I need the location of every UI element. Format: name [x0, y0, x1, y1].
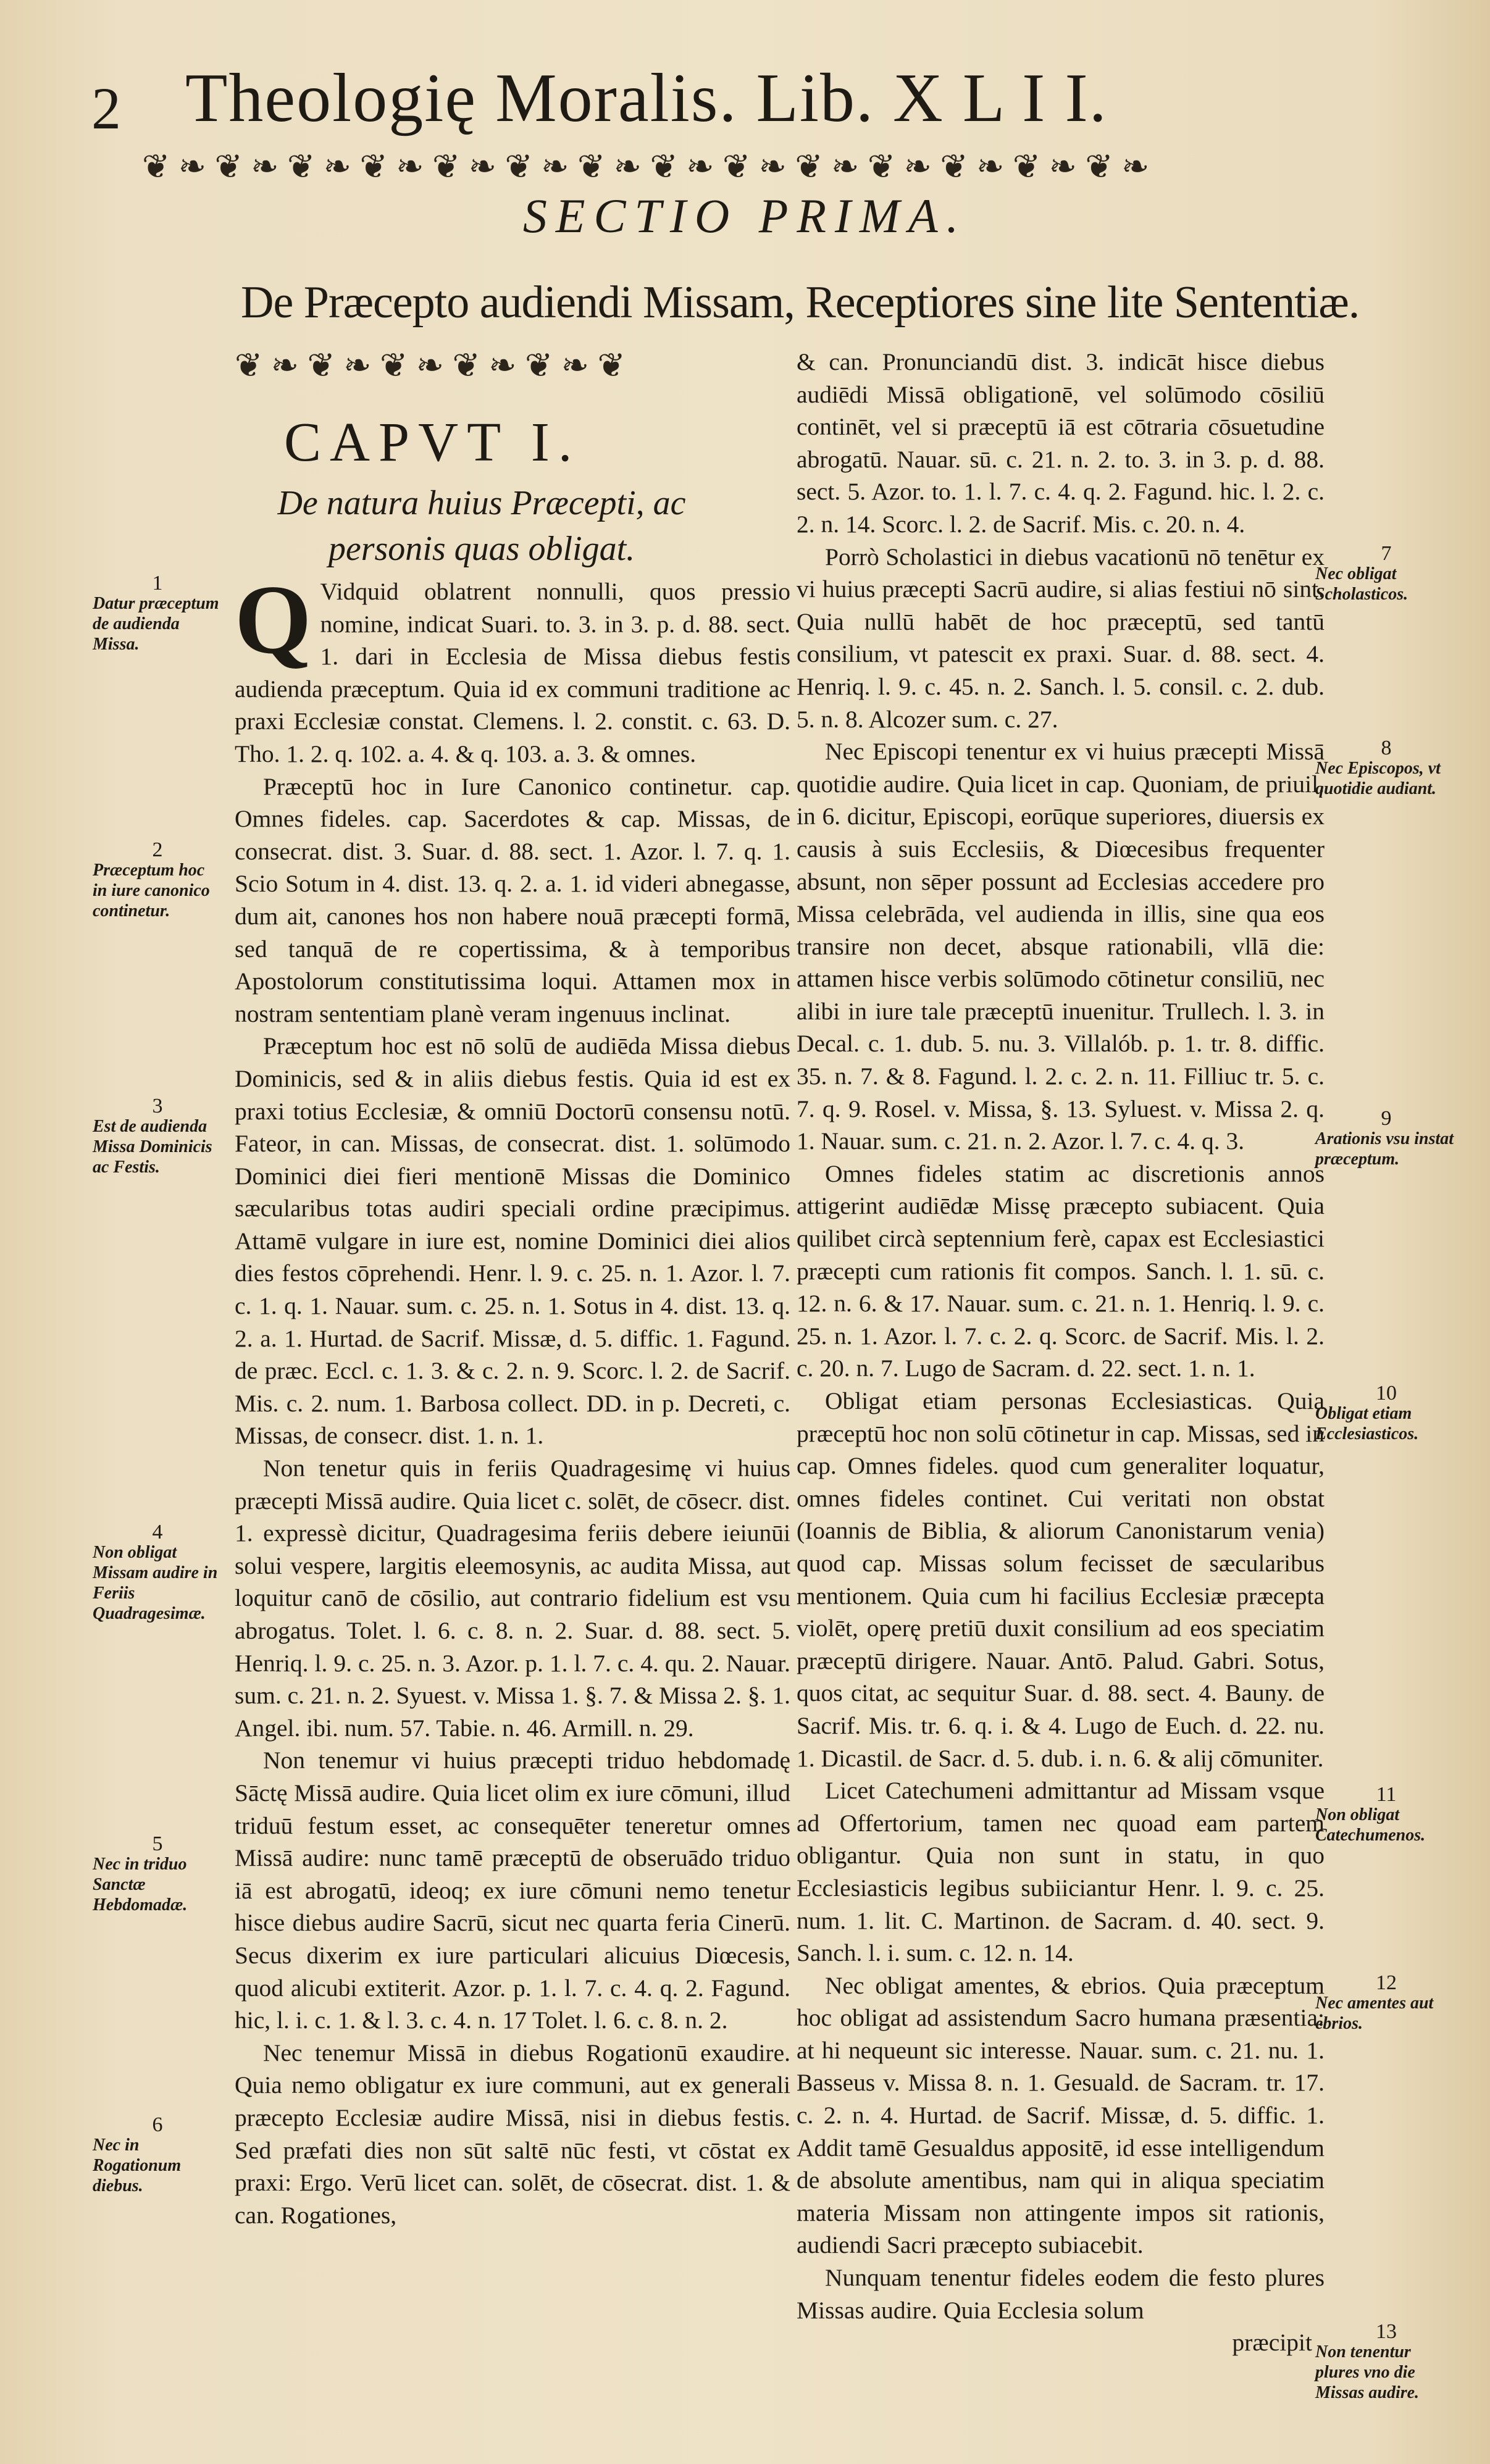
margin-note-text: Est de audienda Missa Dominicis ac Festis. [93, 1117, 212, 1177]
margin-note-text: Non obligat Catechumenos. [1315, 1805, 1426, 1845]
paragraph-9: Omnes fideles statim ac discretionis annos attigerint audiēdæ Missę præcepto subiacent. Quia quilibet circà septennium ferè, capax est Ecclesiastici præcepti cum rationis fit compos. Sanch. l. 1. sū. c. 12. n. 6. & 17. Nauar. sum. c. 21. n. 1. Henriq. l. 9. c. 25. n. 1. Azor. l. 7. c. 2. q. Scorc. de Sacrif. Mis. l. 2. c. 20. n. 7. Lugo de Sacram. d. 22. sect. 1. n. 1. [797, 1159, 1325, 1382]
section-ornament: ❦ ❧ ❦ ❧ ❦ ❧ ❦ ❧ ❦ ❧ ❦ [235, 347, 626, 384]
margin-note-6 [93, 2115, 222, 2196]
section-subtitle: De Præcepto audiendi Missam, Receptiores sine lite Sententiæ. [241, 277, 1360, 328]
margin-note-2 [93, 840, 222, 921]
margin-note-7 [1315, 543, 1457, 604]
paragraph-8: Nec Episcopi tenentur ex vi huius præcepti Missā quotidie audire. Quia licet in cap. Quoniam, de priuil. in 6. dicitur, Episcopi, eorūque superiores, diuersis ex causis à suis Ecclesiis, & Diœcesibus frequenter absunt, non sēper possunt ad Ecclesias accedere pro Missa celebrāda, vel audienda in illis, sine qua eos transire non decet, absque rationabili, vllā die: attamen hisce verbis solūmodo cōtinetur consiliū, nec alibi in iure tale præceptū inuenitur. Trullech. l. 3. in Decal. c. 1. dub. 5. nu. 3. Villalób. p. 1. tr. 8. diffic. 35. n. 7. & 8. Fagund. l. 2. c. 2. n. 11. Filliuc tr. 5. c. 7. q. 9. Rosel. v. Missa, §. 13. Syluest. v. Missa 2. q. 1. Nauar. sum. c. 21. n. 2. Azor. l. 7. c. 4. q. 3. [797, 738, 1325, 1155]
margin-note-3 [93, 1096, 222, 1177]
paragraph-4: Non tenetur quis in feriis Quadragesimę vi huius præcepti Missā audire. Quia licet c. solēt, de cōsecr. dist. 1. expressè dicitur, Quadragesima feriis debere ieiunūi solui vespere, largitis eleemosynis, ac audita Missa, aut loquitur canō de cōsilio, aut contrario fidelium est vsu abrogatus. Tolet. l. 6. c. 8. n. 2. Suar. d. 88. sect. 5. Henriq. l. 9. c. 25. n. 3. Azor. p. 1. l. 7. c. 4. qu. 2. Nauar. sum. c. 21. n. 2. Syuest. v. Missa 1. §. 7. & Missa 2. §. 1. Angel. ibi. num. 57. Tabie. n. 46. Armill. n. 29. [235, 1455, 790, 1742]
page-number: 2 [91, 75, 121, 141]
margin-note-text: Nec Episcopos, vt quotidie audiant. [1315, 759, 1441, 798]
paragraph-5: Non tenemur vi huius præcepti triduo hebdomadę Sāctę Missā audire. Quia licet olim ex iure cōmuni, illud triduū festum esset, ac consequēter teneretur omnes Missā audire: nunc tamē præceptū de obseruādo triduo iā est abrogatū, ideoq; ex iure cōmuni nemo tenetur hisce diebus audire Sacrū, sicut nec quarta feria Cinerū. Secus dixerim ex iure particulari alicuius Diœcesis, quod alicubi extiterit. Azor. p. 1. l. 7. c. 4. q. 2. Fagund. hic, l. i. c. 1. & l. 3. c. 4. n. 17 Tolet. l. 6. c. 8. n. 2. [235, 1747, 790, 2034]
paragraph-2: Præceptū hoc in Iure Canonico continetur. cap. Omnes fideles. cap. Sacerdotes & cap. Missas, de consecrat. dist. 3. Suar. d. 88. sect. 1. Azor. l. 7. q. 1. Scio Sotum in 4. dist. 13. q. 2. a. 1. id videri abnegasse, dum ait, canones hos non habere nouā præcepti formā, sed tanquā de re copertissima, & à temporibus Apostolorum constitutissima loqui. Attamen mox in nostram sententiam planè veram ingenuus inclinat. [235, 772, 790, 1027]
paragraph-7: Porrò Scholastici in diebus vacationū nō tenētur ex vi huius præcepti Sacrū audire, si alias festiui nō sint. Quia nullū habēt de hoc præceptū, sed tantū consilium, vt patescit ex praxi. Suar. d. 88. sect. 4. Henriq. l. 9. c. 45. n. 2. Sanch. l. 5. consil. c. 2. dub. 5. n. 8. Alcozer sum. c. 27. [797, 543, 1325, 733]
header-ornament: ❦ ❧ ❦ ❧ ❦ ❧ ❦ ❧ ❦ ❧ ❦ ❧ ❦ ❧ ❦ ❧ ❦ ❧ ❦ ❧ ❦ ❧ ❦ ❧ ❦ ❧ ❦ ❧ [142, 148, 1150, 185]
margin-note-number: 10 [1376, 1382, 1397, 1405]
margin-note-number: 8 [1381, 737, 1392, 759]
running-title: Theologię Moralis. Lib. X L I I. [185, 60, 1108, 136]
margin-note-text: Nec in Rogationum diebus. [93, 2136, 182, 2195]
margin-note-number: 5 [152, 1832, 163, 1855]
left-text-column [235, 564, 790, 2231]
margin-note-text: Nec amentes aut ebrios. [1315, 1994, 1434, 2033]
margin-note-text: Datur præceptum de audienda Missa. [93, 594, 219, 654]
margin-note-10 [1315, 1383, 1457, 1444]
paragraph-12: Nec obligat amentes, & ebrios. Quia præceptum hoc obligat ad assistendum Sacro humana præsentia: at hi nequeunt sic interesse. Nauar. sum. c. 21. nu. 1. Basseus v. Missa 8. n. 1. Gesuald. de Sacram. tr. 17. c. 2. n. 4. Hurtad. de Sacrif. Missæ, d. 5. diffic. 1. Addit tamē Gesualdus appositē, id esse intelligendum de absolute amentibus, nam qui in aliqua speciatim materia Missam non attingente impos sit rationis, audiendi Sacri præcepto subiacebit. [797, 1971, 1325, 2259]
margin-note-text: Præceptum hoc in iure canonico continetur. [93, 861, 210, 921]
margin-note-text: Obligat etiam Ecclesiasticos. [1315, 1404, 1419, 1443]
margin-note-13 [1315, 2321, 1457, 2403]
margin-note-number: 3 [152, 1095, 163, 1117]
margin-note-text: Non obligat Missam audire in Feriis Quadragesimæ. [93, 1543, 218, 1623]
margin-note-5 [93, 1834, 222, 1915]
margin-note-number: 1 [152, 572, 163, 595]
paragraph-1 [235, 564, 790, 771]
right-text-column [797, 346, 1325, 2359]
margin-note-number: 11 [1376, 1783, 1397, 1806]
margin-note-number: 6 [152, 2113, 163, 2136]
margin-note-text: Nec in triduo Sanctæ Hebdomadæ. [93, 1855, 188, 1915]
margin-note-1 [93, 573, 222, 654]
margin-note-4 [93, 1522, 222, 1624]
margin-note-number: 9 [1381, 1107, 1392, 1130]
margin-note-number: 13 [1376, 2320, 1397, 2343]
margin-note-number: 7 [1381, 542, 1392, 565]
margin-note-11 [1315, 1784, 1457, 1845]
paragraph-13: Nunquam tenentur fideles eodem die festo plures Missas audire. Quia Ecclesia solum [797, 2264, 1325, 2324]
margin-note-8 [1315, 738, 1457, 799]
paragraph-10: Obligat etiam personas Ecclesiasticas. Quia præceptū hoc non solū cōtinetur in cap. Missas, sed in cap. Omnes fideles. quod cum generaliter loquatur, omnes fideles continet. Cui veritati non obstat (Ioannis de Biblia, & aliorum Canonistarum venia) quod cap. Missas solum fecisset de sæcularibus mentionem. Quia cum hi facilius Ecclesiæ præcepta violēt, operę pretiū duxit consilium ad eos speciatim præceptū dirigere. Nauar. Antō. Palud. Gabri. Sotus, quos citat, ac sequitur Suar. d. 88. sect. 4. Bauny. de Sacrif. Mis. tr. 6. q. i. & 4. Lugo de Euch. d. 22. nu. 1. Dicastil. de Sacr. d. 5. dub. i. n. 6. & alij cōmuniter. [797, 1387, 1325, 1772]
section-title: SECTIO PRIMA. [522, 189, 968, 243]
margin-note-text: Non tenentur plures vno die Missas audire. [1315, 2342, 1420, 2402]
margin-note-number: 2 [152, 838, 163, 861]
paragraph-3: Præceptum hoc est nō solū de audiēda Missa diebus Dominicis, sed & in aliis diebus festis. Quia id est ex praxi totius Ecclesiæ, & omniū Doctorū consensu notū. Fateor, in can. Missas, de consecrat. dist. 1. solūmodo Dominici diei fieri mentionē Missas die Dominico sæcularibus totas audiri speciali ordine præcipimus. Attamē vulgare in iure est, nomine Dominici diei alios dies festos cōprehendi. Henr. l. 9. c. 25. n. 1. Azor. l. 7. c. 1. q. 1. Nauar. sum. c. 25. n. 1. Sotus in 4. dist. 13. q. 2. a. 1. Hurtad. de Sacrif. Missæ, d. 5. diffic. 1. Fagund. de præc. Eccl. c. 1. 3. & c. 2. n. 9. Scorc. l. 2. de Sacrif. Mis. c. 2. num. 1. Barbosa collect. DD. in p. Decreti, c. Missas, de consecr. dist. 1. n. 1. [235, 1032, 790, 1450]
margin-note-12 [1315, 1973, 1457, 2034]
margin-note-text: Nec obligat Scholasticos. [1315, 564, 1408, 604]
paragraph-1-text: Vidquid oblatrent nonnulli, quos pressio nomine, indicat Suari. to. 3. in 3. p. d. 88. sect. 1. dari in Ecclesia de Missa diebus festis audienda præceptum. Quia id ex communi traditione ac praxi Ecclesiæ constat. Clemens. l. 2. constit. c. 63. D. Tho. 1. 2. q. 102. a. 4. & q. 103. a. 3. & omnes. [235, 578, 790, 767]
chapter-title: CAPVT I. [284, 412, 581, 473]
margin-note-number: 12 [1376, 1971, 1397, 1994]
margin-note-text: Arationis vsu instat præceptum. [1315, 1129, 1454, 1169]
margin-note-number: 4 [152, 1521, 163, 1543]
chapter-subtitle: De natura huius Præcepti, ac personis quas obligat. [277, 484, 686, 568]
paragraph-11: Licet Catechumeni admittantur ad Missam vsque ad Offertorium, tamen nec quoad eam partem obligantur. Quia non sunt in statu, in quo Ecclesiasticis legibus subiiciantur Henr. l. 9. c. 25. num. 1. lit. C. Martinon. de Sacram. d. 40. sect. 9. Sanch. l. i. sum. c. 12. n. 14. [797, 1777, 1325, 1967]
paragraph-6: Nec tenemur Missā in diebus Rogationū exaudire. Quia nemo obligatur ex iure communi, aut ex generali præcepto Ecclesiæ audire Missā, nisi in diebus festis. Sed præfati dies non sūt saltē nūc festi, vt cōstat ex praxi: Ergo. Verū licet can. solēt, de cōsecrat. dist. 1. & can. Rogationes, [235, 2039, 790, 2229]
paragraph-6-continued: & can. Pronunciandū dist. 3. indicāt hisce diebus audiēdi Missā obligationē, vel solūmodo cōsiliū continēt, vel si præceptū iā est cōtraria cōsuetudine abrogatū. Nauar. sū. c. 21. n. 2. to. 3. in 3. p. d. 88. sect. 5. Azor. to. 1. l. 7. c. 4. q. 2. Fagund. hic. l. 2. c. 2. n. 14. Scorc. l. 2. de Sacrif. Mis. c. 20. n. 4. [797, 348, 1325, 538]
margin-note-9 [1315, 1108, 1457, 1169]
catchword: præcipit [1232, 2329, 1312, 2357]
drop-cap: Q [235, 564, 312, 674]
